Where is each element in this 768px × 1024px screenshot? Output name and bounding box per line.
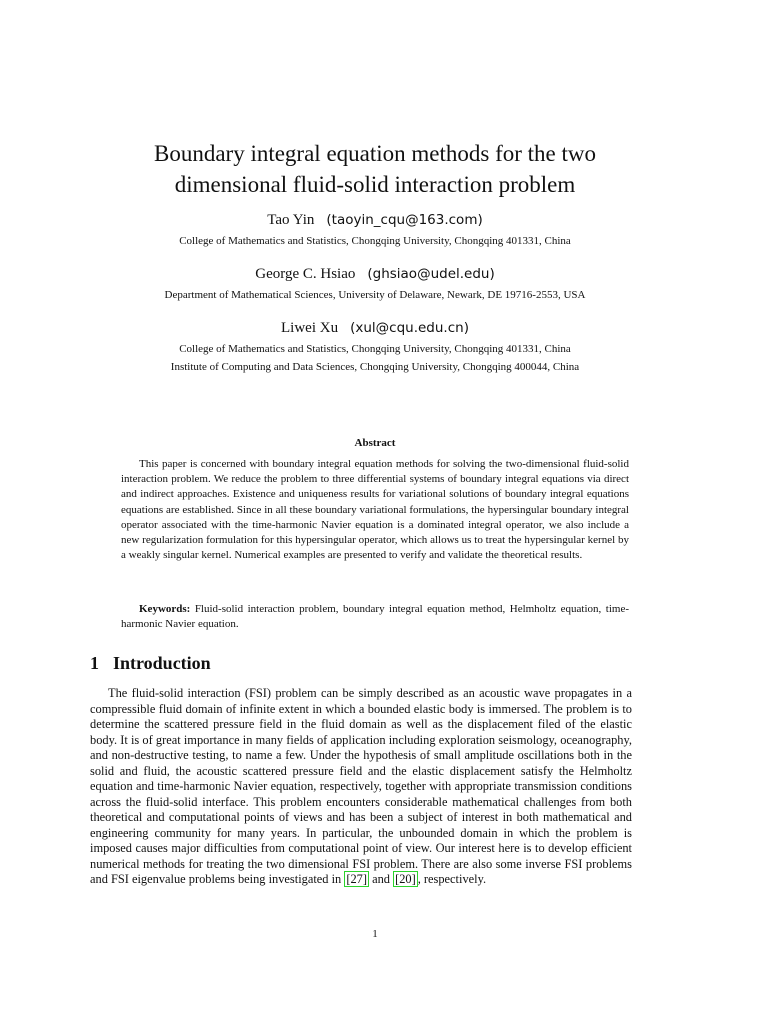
author-email[interactable]: (ghsiao@udel.edu): [367, 266, 495, 282]
author-name: Tao Yin: [267, 212, 315, 228]
intro-text-end: , respectively.: [417, 872, 487, 886]
author-block-3: [60, 319, 690, 374]
keywords: [121, 602, 629, 632]
page-number: 1: [372, 928, 378, 940]
author-block-2: [60, 265, 690, 302]
keywords-label: Keywords:: [139, 603, 191, 615]
citation-link[interactable]: [20]: [395, 872, 416, 886]
intro-text-and: and: [368, 872, 394, 886]
intro-text: The fluid-solid interaction (FSI) problem can be simply described as an acoustic wave propagates in a compressible fluid domain of infinite extent in which a bounded elastic body is immersed. The problem is to determine the scattered pressure field in the fluid domain as well as the displacement filed of the elastic body. It is of great importance in many fields of application including exploration seismology, oceanography, and non-destructive testing, to name a few. Under the hypothesis of small amplitude oscillations both in the solid and fluid, the acoustic scattered pressure field and the elastic displacement satisfy the Helmholtz equation and time-harmonic Navier equation, respectively, together with appropriate transmission conditions across the fluid-solid interface. This problem encounters considerable mathematical challenges from both theoretical and computational points of views and has been a subject of interest in both mathematical and engineering community for many years. In particular, the unbounded domain in which the problem is imposed causes major difficulties from computational point of view. Our interest here is to develop efficient numerical methods for treating the two dimensional FSI problem. There are also some inverse FSI problems and FSI eigenvalue problems being investigated in: [90, 686, 632, 886]
author-affiliation: Department of Mathematical Sciences, University of Delaware, Newark, DE 19716-2553, USA: [164, 289, 586, 301]
citation-link[interactable]: [27]: [346, 872, 367, 886]
author-affiliation: College of Mathematics and Statistics, Chongqing University, Chongqing 401331, China: [179, 343, 571, 355]
paper-title: [60, 138, 690, 200]
author-email[interactable]: (taoyin_cqu@163.com): [326, 212, 483, 228]
title-line-1: Boundary integral equation methods for the two: [153, 141, 596, 166]
keywords-text: Fluid-solid interaction problem, boundary integral equation method, Helmholtz equation, time-harmonic Navier equation.: [121, 603, 629, 631]
author-affiliation: Institute of Computing and Data Sciences, Chongqing University, Chongqing 400044, China: [170, 361, 580, 373]
section-heading: [90, 652, 211, 674]
author-email[interactable]: (xul@cqu.edu.cn): [350, 320, 469, 336]
author-block-1: [60, 211, 690, 248]
author-name: Liwei Xu: [281, 320, 339, 336]
section-number: 1: [90, 653, 99, 673]
author-affiliation: College of Mathematics and Statistics, Chongqing University, Chongqing 401331, China: [179, 235, 571, 247]
section-title: Introduction: [113, 653, 211, 673]
abstract-text: This paper is concerned with boundary integral equation methods for solving the two-dimensional fluid-solid interaction problem. We reduce the problem to three differential systems of boundary integral equations via direct and indirect approaches. Existence and uniqueness results for variational solutions of boundary integral equations equations are established. Since in all these boundary variational formulations, the hypersingular boundary integral operator associated with the time-harmonic Navier equation is a dominated integral operator, we also include a new regularization formulation for this hypersingular operator, which allows us to treat the hypersingular kernel by a weakly singular kernel. Numerical examples are presented to verify and validate the theoretical results.: [121, 458, 629, 562]
introduction-paragraph: [90, 686, 632, 888]
abstract-heading: Abstract: [354, 437, 396, 449]
title-line-2: dimensional fluid-solid interaction problem: [174, 172, 576, 197]
author-name: George C. Hsiao: [255, 266, 356, 282]
